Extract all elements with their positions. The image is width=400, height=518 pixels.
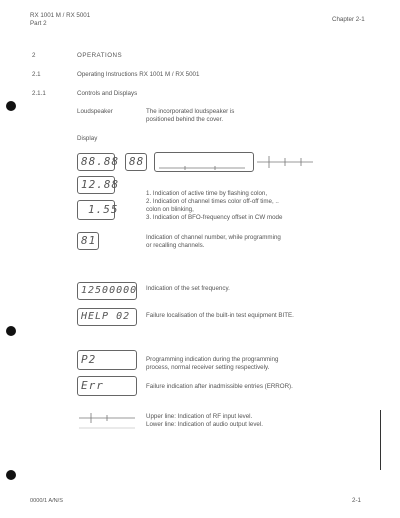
header-model: RX 1001 M / RX 5001 — [30, 12, 91, 19]
level-text-line2: Lower line: Indication of audio output level. — [146, 421, 263, 428]
subsubsection-number: 2.1.1 — [32, 90, 46, 97]
programming-text-line2: process, normal receiver setting respectively. — [146, 364, 270, 371]
lcd-bargraph-display — [154, 152, 254, 172]
lcd-e-digits: 81 — [81, 234, 97, 247]
lcd-frequency-display — [77, 282, 137, 300]
lcd-failure-digits: HELP 02 — [81, 311, 131, 322]
display-item-3: 3. Indication of BFO-frequency offset in CW mode — [146, 214, 283, 221]
binder-hole-bottom — [6, 470, 16, 480]
section-title: OPERATIONS — [77, 52, 123, 59]
failure-text: Failure localisation of the built-in test equipment BITE. — [146, 312, 294, 319]
display-item-1: 1. Indication of active time by flashing colon, — [146, 190, 268, 197]
display-label: Display — [77, 135, 98, 142]
lcd-display-c — [77, 176, 120, 194]
channel-text-line2: or recalling channels. — [146, 242, 205, 249]
binder-hole-middle — [6, 326, 16, 336]
channel-text-line1: Indication of channel number, while programming — [146, 234, 281, 241]
change-bar — [380, 410, 381, 470]
header-chapter: Chapter 2-1 — [332, 16, 365, 23]
display-item-2-cont: colon on blinking, — [146, 206, 194, 213]
level-lines-icon — [77, 410, 137, 432]
binder-hole-top — [6, 101, 16, 111]
lcd-failure-display — [77, 308, 137, 326]
lcd-error-display — [77, 376, 137, 396]
lcd-programming-display — [77, 350, 137, 370]
loudspeaker-label: Loudspeaker — [77, 108, 113, 115]
programming-text-line1: Programming indication during the programming — [146, 356, 279, 363]
loudspeaker-text-line2: positioned behind the cover. — [146, 116, 224, 123]
level-scale-icon — [255, 152, 315, 172]
level-text-line1: Upper line: Indication of RF input level. — [146, 413, 253, 420]
subsection-title: Operating Instructions RX 1001 M / RX 5001 — [77, 71, 200, 78]
footer-code: 0000/1 A/N/S — [30, 498, 63, 504]
lcd-d-digits: 1.55 — [88, 203, 119, 216]
lcd-frequency-digits: 12500000 — [81, 285, 138, 296]
lcd-b-digits: 88 — [129, 155, 145, 168]
footer-page-number: 2-1 — [352, 497, 361, 504]
lcd-display-d — [77, 200, 119, 220]
lcd-error-digits: Err — [81, 379, 104, 392]
frequency-text: Indication of the set frequency. — [146, 285, 230, 292]
error-text: Failure indication after inadmissible entries (ERROR). — [146, 383, 293, 390]
lcd-programming-digits: P2 — [81, 353, 97, 366]
lcd-a-digits: 88.88 — [81, 155, 120, 168]
lcd-display-b — [125, 153, 147, 171]
loudspeaker-text-line1: The incorporated loudspeaker is — [146, 108, 235, 115]
display-item-2: 2. Indication of channel times color off-off time, .. — [146, 198, 279, 205]
lcd-display-a — [77, 153, 120, 171]
subsection-number: 2.1 — [32, 71, 41, 78]
section-number: 2 — [32, 52, 36, 59]
header-part: Part 2 — [30, 20, 47, 27]
lcd-display-e — [77, 232, 99, 250]
lcd-c-digits: 12.88 — [81, 178, 120, 191]
subsubsection-title: Controls and Displays — [77, 90, 138, 97]
bargraph-scale — [155, 153, 255, 173]
